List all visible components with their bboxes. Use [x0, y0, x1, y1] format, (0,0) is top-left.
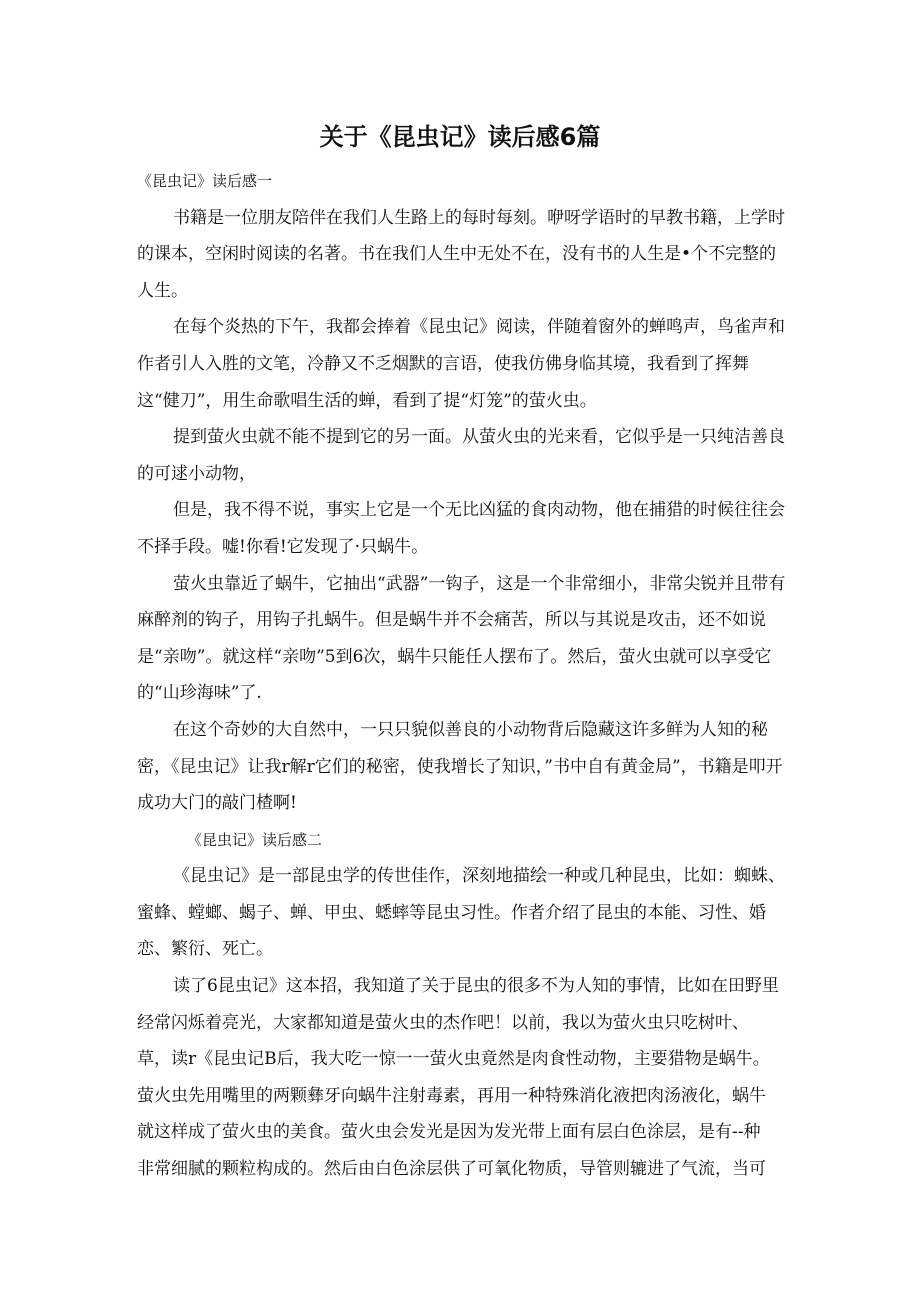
paragraph: 书籍是一位朋友陪伴在我们人生路上的每时每刻。咿呀学语时的早教书籍，上学时的课本，空闲时阅读的名著。书在我们人生中无处不在，没有书的人生是•个不完整的人生。 [137, 207, 785, 301]
paragraph-line: 读了6昆虫记》这本招，我知道了关于昆虫的很多不为人知的事情，比如在田野里 [173, 976, 779, 997]
paragraph: 在这个奇妙的大自然中，一只只貌似善良的小动物背后隐藏这许多鲜为人知的秘密，《昆虫记》让我r解r它们的秘密，使我增长了知识，”书中自有黄金局”，书籍是叩开成功大门的敲门楂啊! [137, 719, 783, 814]
section-heading-2: 《昆虫记》读后感二 [187, 830, 323, 849]
paragraph: 在每个炎热的下午，我都会捧着《昆虫记》阅读，伴随着窗外的蝉鸣声，鸟雀声和作者引人入胜的文笔，冷静又不乏烟默的言语，使我仿佛身临其境，我看到了挥舞这“健刀”，用生命歌唱生活的蝉，看到了提“灯笼”的萤火虫。 [137, 317, 785, 411]
paragraph-line: 非常细腻的颗粒构成的。然后由白色涂层供了可氧化物质，导管则辘进了气流，当可 [137, 1159, 766, 1180]
document-body [137, 163, 787, 1188]
paragraph: 《昆虫记》是一部昆虫学的传世佳作，深刻地描绘一种或几种昆虫，比如：蜘蛛、蜜蜂、螳螂、蝎子、蝉、甲虫、蟋蟀等昆虫习性。作者介绍了昆虫的本能、习性、婚恋、繁衍、死亡。 [137, 866, 785, 960]
paragraph-line: 草，读r《昆虫记B后，我大吃一惊一一萤火虫竟然是肉食性动物，主要猎物是蜗牛。 [137, 1049, 770, 1070]
paragraph: 但是，我不得不说，事实上它是一个无比凶猛的食肉动物，他在捕猎的时候往往会不择手段。嘘!你看!它发现了·只蜗牛。 [137, 500, 785, 557]
paragraph: 萤火虫靠近了蜗牛，它抽出“武器”一钩子，这是一个非常细小，非常尖锐并且带有麻醉剂的钩子，用钩子扎蜗牛。但是蜗牛并不会痛苦，所以与其说是攻击，还不如说是“亲吻”。就这样“亲吻”5到6次，蜗牛只能任人摆布了。然后，萤火虫就可以享受它的“山珍海味”了. [137, 573, 786, 704]
paragraph-line: 萤火虫先用嘴里的两颗彝牙向蜗牛注射毒素，再用一种特殊消化液把肉汤液化，蜗牛 [137, 1085, 766, 1106]
paragraph: 提到萤火虫就不能不提到它的另一面。从萤火虫的光来看，它似乎是一只纯洁善良的可逑小动物， [137, 427, 785, 484]
document-title: 关于《昆虫记》读后感6篇 [319, 123, 601, 151]
paragraph-line: 就这样成了萤火虫的美食。萤火虫会发光是因为发光带上面有层白色涂层，是有--种 [137, 1122, 761, 1143]
section-heading-1: 《昆虫记》读后感一 [137, 172, 273, 190]
paragraph-line: 经常闪烁着亮光，大家都知道是萤火虫的杰作吧！以前，我以为萤火虫只吃树叶、 [137, 1012, 749, 1033]
